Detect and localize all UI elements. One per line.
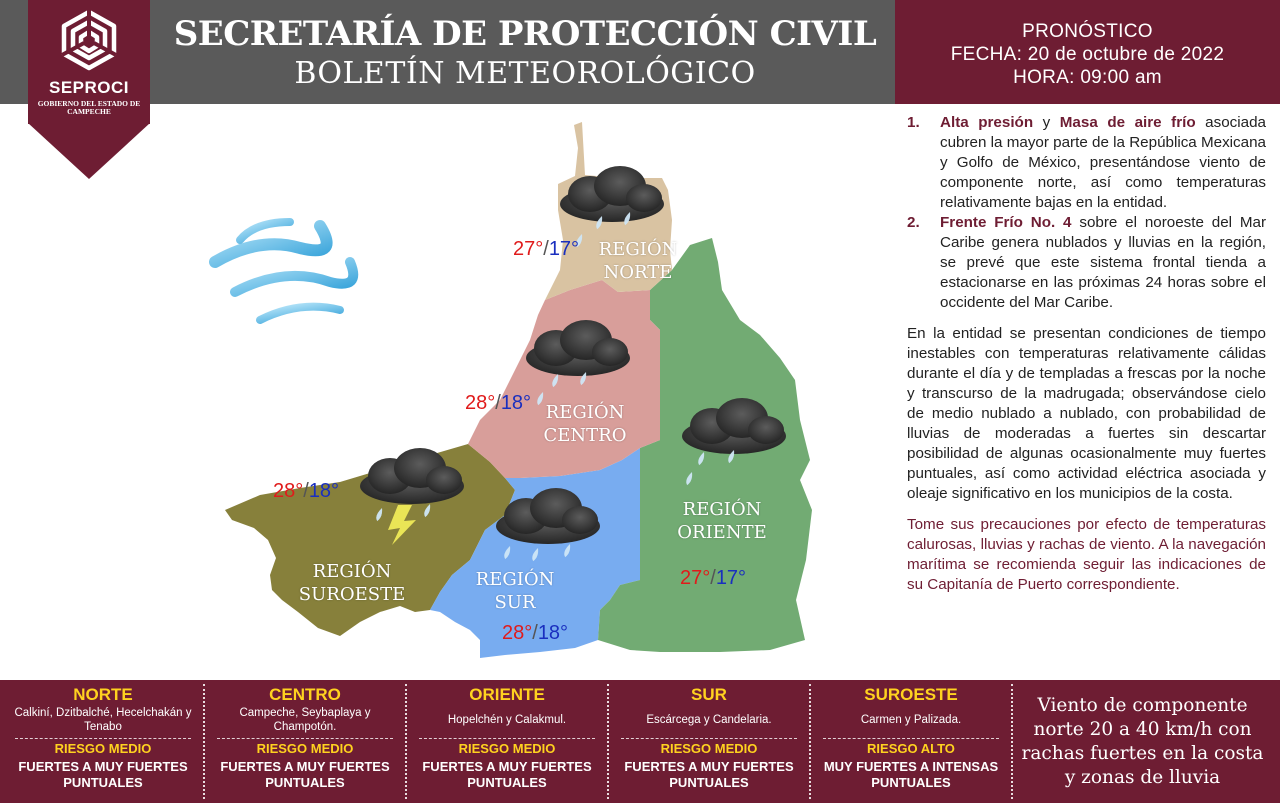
bulletin-warning: Tome sus precauciones por efecto de temperaturas calurosas, lluvias y rachas de viento. A la navegación marítima se recomienda seguir las indicaciones de su Capitanía de Puerto correspondiente.: [907, 516, 1266, 593]
page-subtitle: BOLETÍN METEOROLÓGICO: [294, 56, 756, 91]
bulletin-text: [907, 113, 1266, 595]
temp-norte: 27°/17°: [513, 238, 580, 260]
page-title: SECRETARÍA DE PROTECCIÓN CIVIL: [173, 14, 877, 54]
footer-region-sur: SUR Escárcega y Candelaria. RIESGO MEDIO FUERTES A MUY FUERTES PUNTUALES: [608, 680, 810, 803]
forecast-label: PRONÓSTICO: [1022, 21, 1153, 42]
temp-centro: 28°/18°: [465, 392, 532, 414]
forecast-box: [895, 0, 1280, 104]
temp-sur: 28°/18°: [502, 622, 569, 644]
forecast-date: FECHA: 20 de octubre de 2022: [950, 44, 1225, 65]
bulletin-item: 1. Alta presión y Masa de aire frío asociada cubren la mayor parte de la República Mexicana y Golfo de México, presentándose viento de componente norte, así como temperaturas relativamente bajas en la entidad.: [907, 114, 1266, 211]
temp-oriente: 27°/17°: [680, 567, 747, 589]
region-centro-area: [468, 280, 660, 478]
region-label-oriente: REGIÓN ORIENTE: [677, 499, 767, 543]
seproci-logo-icon: [54, 6, 124, 76]
logo-government-text: GOBIERNO DEL ESTADO DE CAMPECHE: [37, 99, 141, 116]
footer-risk-panel: [0, 680, 1280, 803]
footer-region-suroeste: SUROESTE Carmen y Palizada. RIESGO ALTO MUY FUERTES A INTENSAS PUNTUALES: [823, 685, 999, 790]
region-label-norte: REGIÓN NORTE: [598, 239, 678, 283]
region-label-centro: REGIÓN CENTRO: [543, 402, 627, 446]
region-label-suroeste: REGIÓN SUROESTE: [298, 561, 406, 605]
temp-suroeste: 28°/18°: [273, 480, 340, 502]
logo-name: SEPROCI: [48, 78, 130, 97]
region-label-sur: REGIÓN SUR: [475, 569, 555, 613]
footer-region-centro: CENTRO Campeche, Seybaplaya y Champotón. RIESGO MEDIO FUERTES A MUY FUERTES PUNTUALES: [204, 680, 406, 803]
bulletin-list: [907, 113, 1266, 313]
footer-region-oriente: ORIENTE Hopelchén y Calakmul. RIESGO MEDIO FUERTES A MUY FUERTES PUNTUALES: [406, 680, 608, 803]
wind-icon: [215, 222, 353, 320]
wind-forecast: Viento de componente norte 20 a 40 km/h con rachas fuertes en la costa y zonas de lluvia: [1021, 695, 1264, 788]
logo-banner-tip: [28, 123, 150, 179]
footer-divider: [1011, 684, 1013, 799]
forecast-time: HORA: 09:00 am: [1013, 67, 1162, 88]
bulletin-item: 2. Frente Frío No. 4 sobre el noroeste del Mar Caribe genera nublados y lluvias en la región, se prevé que este sistema frontal tienda a estacionarse en las próximas 24 horas sobre el occidente del Mar Caribe.: [907, 214, 1267, 311]
footer-region-norte: NORTE Calkiní, Dzitbalché, Hecelchakán y Tenabo RIESGO MEDIO FUERTES A MUY FUERTES PUNTUALES: [14, 685, 192, 790]
bulletin-paragraph: En la entidad se presentan condiciones de tiempo inestables con temperaturas relativamente cálidas durante el día y de templadas a frescas por la noche y transcurso de la madrugada; observándose cielo de medio nublado a nublado, con probabilidad de lluvias de moderadas a fuertes sin descartar posibilidad de algunas ocasionalmente muy fuertes puntuales, así como actividad eléctrica asociada y oleaje significativo en los municipios de la costa.: [907, 325, 1266, 502]
